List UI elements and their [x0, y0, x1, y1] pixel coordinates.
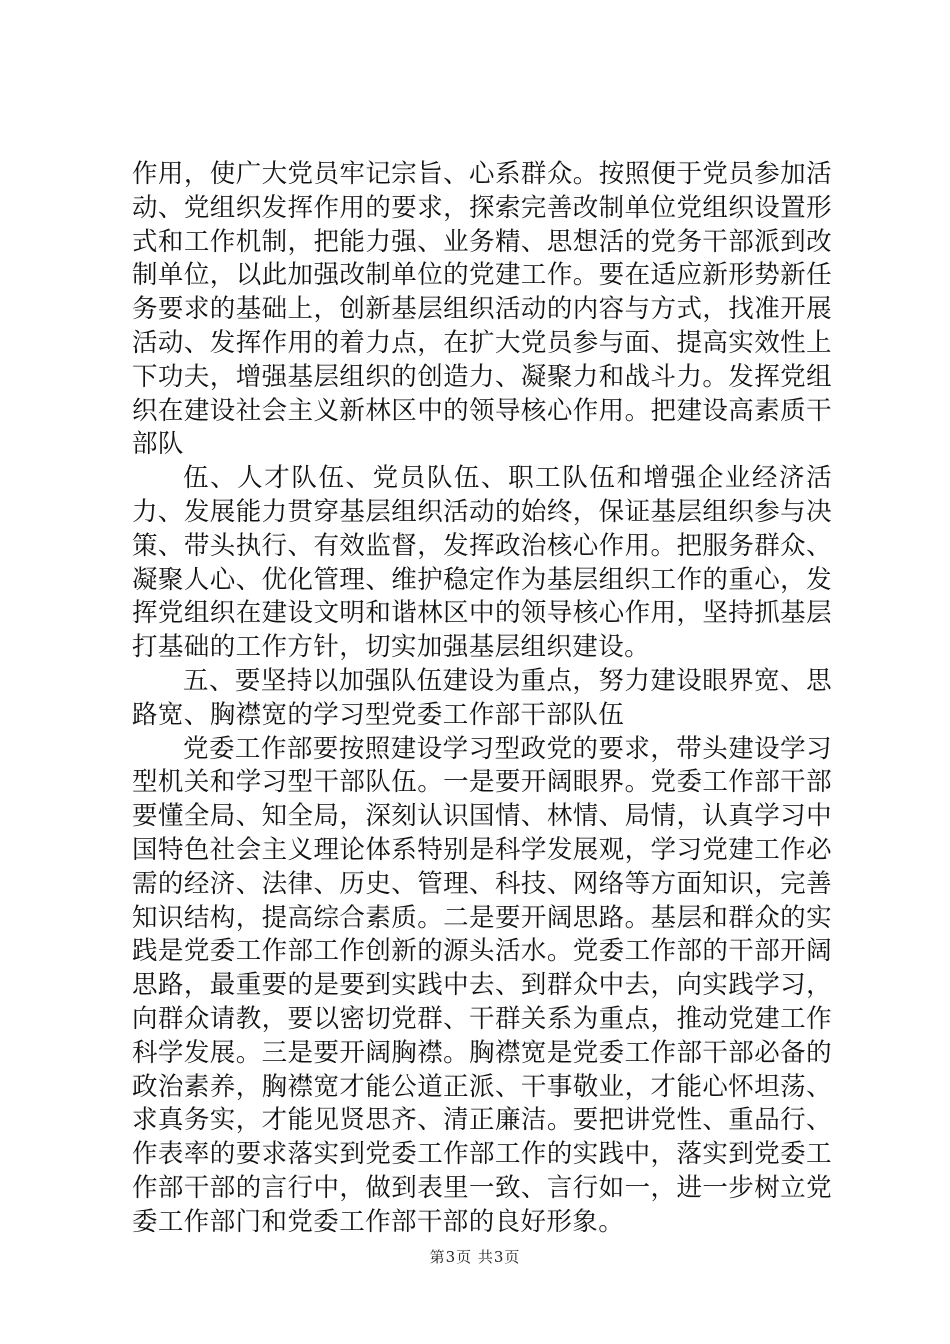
page-footer: 第3页 共3页	[429, 1248, 521, 1266]
paragraph-1: 作用，使广大党员牢记宗旨、心系群众。按照便于党员参加活动、党组织发挥作用的要求，探索完善改制单位党组织设置形式和工作机制，把能力强、业务精、思想活的党务干部派到改制单位，以此加强改制单位的党建工作。要在适应新形势新任务要求的基础上，创新基层组织活动的内容与方式，找准开展活动、发挥作用的着力点，在扩大党员参与面、提高实效性上下功夫，增强基层组织的创造力、凝聚力和战斗力。发挥党组织在建设社会主义新林区中的领导核心作用。把建设高素质干部队	[132, 159, 832, 460]
paragraph-4: 党委工作部要按照建设学习型政党的要求，带头建设学习型机关和学习型干部队伍。一是要开阔眼界。党委工作部干部要懂全局、知全局，深刻认识国情、林情、局情，认真学习中国特色社会主义理论体系特别是科学发展观，学习党建工作必需的经济、法律、历史、管理、科技、网络等方面知识，完善知识结构，提高综合素质。二是要开阔思路。基层和群众的实践是党委工作部工作创新的源头活水。党委工作部的干部开阔思路，最重要的是要到实践中去、到群众中去，向实践学习，向群众请教，要以密切党群、干群关系为重点，推动党建工作科学发展。三是要开阔胸襟。胸襟宽是党委工作部干部必备的政治素养，胸襟宽才能公道正派、干事敬业，才能心怀坦荡、求真务实，才能见贤思齐、清正廉洁。要把讲党性、重品行、作表率的要求落实到党委工作部工作的实践中，落实到党委工作部干部的言行中，做到表里一致、言行如一，进一步树立党委工作部门和党委工作部干部的良好形象。	[132, 733, 832, 1237]
paragraph-2: 伍、人才队伍、党员队伍、职工队伍和增强企业经济活力、发展能力贯穿基层组织活动的始终，保证基层组织参与决策、带头执行、有效监督，发挥政治核心作用。把服务群众、凝聚人心、优化管理、维护稳定作为基层组织工作的重心，发挥党组织在建设文明和谐林区中的领导核心作用，坚持抓基层打基础的工作方针，切实加强基层组织建设。	[132, 463, 832, 663]
document-body	[132, 158, 832, 1240]
paragraph-3-heading: 五、要坚持以加强队伍建设为重点，努力建设眼界宽、思路宽、胸襟宽的学习型党委工作部干部队伍	[132, 665, 832, 730]
